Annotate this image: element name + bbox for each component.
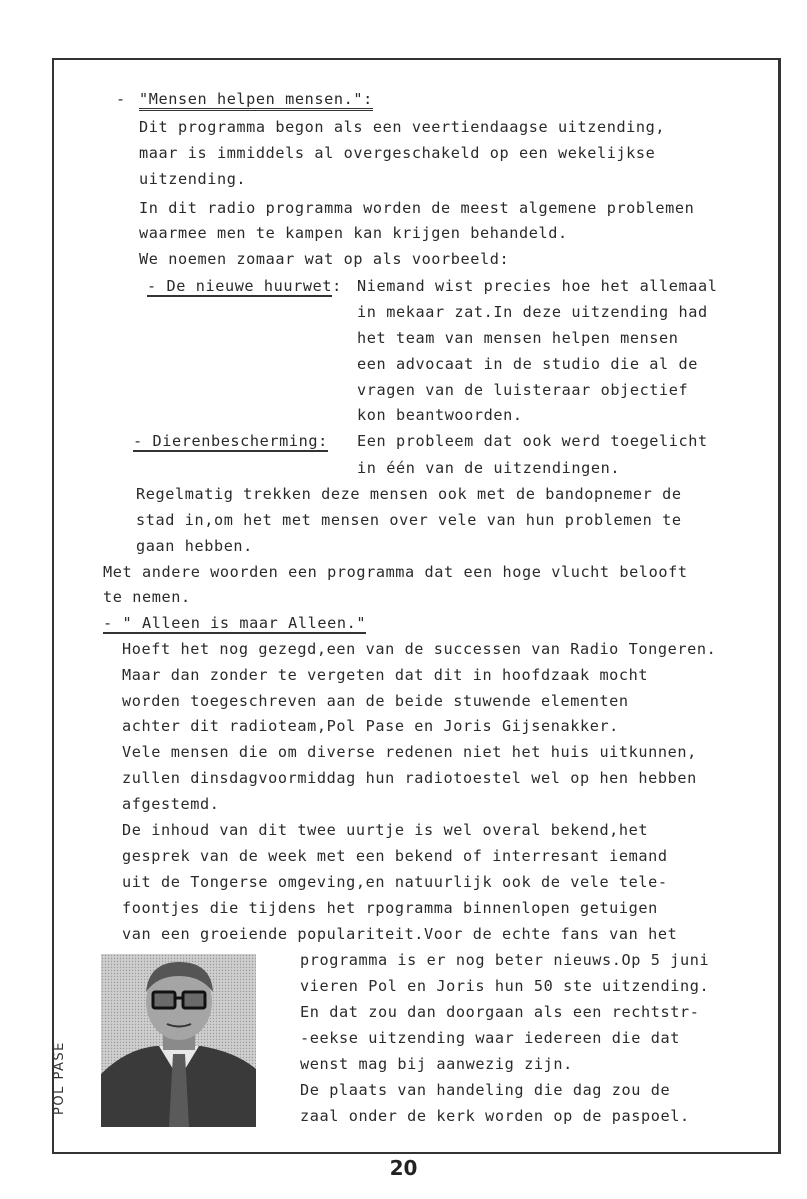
item-line: in één van de uitzendingen. <box>357 459 621 477</box>
body-line: vieren Pol en Joris hun 50 ste uitzending. <box>300 977 710 995</box>
body-line: Dit programma begon als een veertiendaagse uitzending, <box>139 118 666 136</box>
item-line: kon beantwoorden. <box>357 406 523 424</box>
body-line: afgestemd. <box>122 795 220 813</box>
body-line: -eekse uitzending waar iedereen die dat <box>300 1029 681 1047</box>
body-line: zaal onder de kerk worden op de paspoel. <box>300 1107 690 1125</box>
item-line: het team van mensen helpen mensen <box>357 329 679 347</box>
summary-line: Met andere woorden een programma dat een hoge vlucht belooft <box>103 563 688 581</box>
body-line: waarmee men te kampen kan krijgen behandeld. <box>139 224 568 242</box>
body-line: wenst mag bij aanwezig zijn. <box>300 1055 573 1073</box>
portrait-photo <box>101 954 256 1127</box>
section-dash: - <box>116 90 126 108</box>
body-line: worden toegeschreven aan de beide stuwende elementen <box>122 692 629 710</box>
body-line: De inhoud van dit twee uurtje is wel overal bekend,het <box>122 821 649 839</box>
section-title-alleen: - " Alleen is maar Alleen." <box>103 614 367 632</box>
body-line: stad in,om het met mensen over vele van hun problemen te <box>136 511 682 529</box>
body-line: achter dit radioteam,Pol Pase en Joris Gijsenakker. <box>122 717 619 735</box>
body-line: Maar dan zonder te vergeten dat dit in hoofdzaak mocht <box>122 666 649 684</box>
summary-line: te nemen. <box>103 588 191 606</box>
body-line: foontjes die tijdens het rpogramma binnenlopen getuigen <box>122 899 658 917</box>
item-line: Een probleem dat ook werd toegelicht <box>357 432 708 450</box>
section-title-mensen-helpen: "Mensen helpen mensen.": <box>139 86 373 112</box>
photo-caption: POL PASE <box>52 1041 67 1115</box>
body-line: uitzending. <box>139 170 247 188</box>
body-line: van een groeiende populariteit.Voor de echte fans van het <box>122 925 678 943</box>
body-line: gesprek van de week met een bekend of interresant iemand <box>122 847 668 865</box>
item-line: vragen van de luisteraar objectief <box>357 381 689 399</box>
body-line: maar is immiddels al overgeschakeld op een wekelijkse <box>139 144 656 162</box>
item-line: Niemand wist precies hoe het allemaal <box>357 277 718 295</box>
item-label-huurwet: - De nieuwe huurwet: <box>147 277 342 295</box>
body-line: gaan hebben. <box>136 537 253 555</box>
body-line: In dit radio programma worden de meest algemene problemen <box>139 199 695 217</box>
page-number: 20 <box>389 1156 418 1180</box>
body-line: Regelmatig trekken deze mensen ook met de bandopnemer de <box>136 485 682 503</box>
body-line: programma is er nog beter nieuws.Op 5 juni <box>300 951 710 969</box>
body-line: Hoeft het nog gezegd,een van de successen van Radio Tongeren. <box>122 640 717 658</box>
item-line: in mekaar zat.In deze uitzending had <box>357 303 708 321</box>
body-line: zullen dinsdagvoormiddag hun radiotoestel wel op hen hebben <box>122 769 697 787</box>
body-line: We noemen zomaar wat op als voorbeeld: <box>139 250 510 268</box>
item-label-dierenbescherming: - Dierenbescherming: <box>133 432 328 450</box>
body-line: En dat zou dan doorgaan als een rechtstr- <box>300 1003 700 1021</box>
body-line: uit de Tongerse omgeving,en natuurlijk ook de vele tele- <box>122 873 668 891</box>
item-line: een advocaat in de studio die al de <box>357 355 699 373</box>
portrait-illustration <box>101 954 256 1127</box>
body-line: De plaats van handeling die dag zou de <box>300 1081 671 1099</box>
body-line: Vele mensen die om diverse redenen niet het huis uitkunnen, <box>122 743 697 761</box>
